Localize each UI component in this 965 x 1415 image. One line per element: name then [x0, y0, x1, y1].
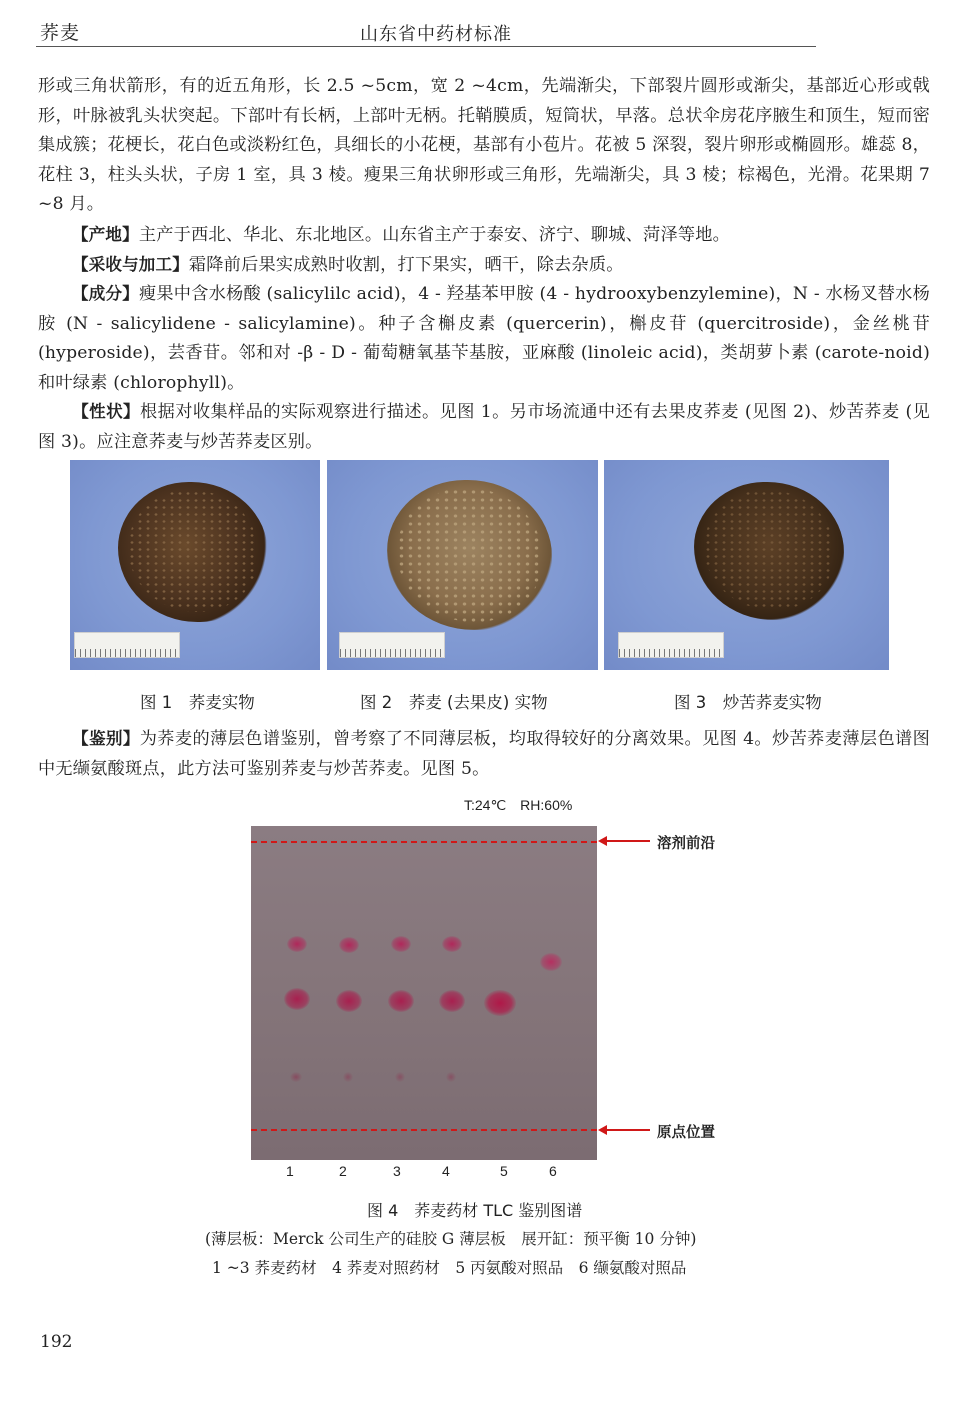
figure-3-caption: 图 3 炒苦荞麦实物 — [674, 693, 822, 712]
tlc-spot — [336, 990, 362, 1012]
paragraph-morphology — [38, 72, 930, 220]
tlc-spot-alanine — [484, 990, 516, 1016]
tlc-spot — [439, 990, 465, 1012]
scale-ruler — [74, 632, 180, 658]
paragraph-text: 形或三角状箭形，有的近五角形，长 2.5 ~5cm，宽 2 ~4cm，先端渐尖，下部裂片圆形或渐尖，基部近心形或戟形，叶脉被乳头状突起。下部叶有长柄，上部叶无柄。托鞘膜质，短筒状，早落。总状伞房花序腋生和顶生，短而密集成簇；花梗长，花白色或淡粉红色，具细长的小花梗，基部有小苞片。花被 5 深裂，裂片卵形或椭圆形。雄蕊 8，花柱 3，柱头头状，子房 1 室，具 3 棱。瘦果三角状卵形或三角形，先端渐尖，具 3 棱；棕褐色，光滑。花果期 7 ~8 月。 — [38, 76, 930, 215]
tlc-spot — [395, 1072, 405, 1082]
lane-number: 2 — [339, 1163, 347, 1179]
solvent-front-line — [251, 841, 597, 843]
origin-arrow — [606, 1129, 650, 1131]
tlc-spot — [442, 936, 462, 952]
paragraph-constituents — [38, 279, 930, 398]
tlc-spot — [339, 937, 359, 953]
tlc-conditions: T:24℃ RH:60% — [464, 797, 573, 813]
paragraph-identification — [38, 724, 930, 784]
arrowhead — [598, 836, 607, 846]
figure-4-note-lanes: 1 ~3 荞麦药材 4 荞麦对照药材 5 丙氨酸对照品 6 缬氨酸对照品 — [212, 1259, 687, 1277]
section-heading-constituents: 【成分】 — [72, 284, 139, 303]
lane-number: 6 — [549, 1163, 557, 1179]
section-heading-identification: 【鉴别】 — [72, 729, 140, 748]
paragraph-text: 为荞麦的薄层色谱鉴别，曾考察了不同薄层板，均取得较好的分离效果。见图 4。炒苦荞麦薄层色谱图中无缬氨酸斑点，此方法可鉴别荞麦与炒苦荞麦。见图 5。 — [38, 729, 930, 779]
paragraph-origin — [38, 220, 930, 251]
tlc-spot — [287, 936, 307, 952]
section-heading-harvest: 【采收与加工】 — [72, 255, 189, 274]
scale-ruler — [618, 632, 724, 658]
paragraph-harvest — [38, 250, 930, 281]
lane-number: 3 — [393, 1163, 401, 1179]
tlc-spot-valine — [540, 953, 562, 971]
running-header-book: 山东省中药材标准 — [360, 24, 512, 45]
section-heading-origin: 【产地】 — [72, 225, 139, 244]
paragraph-text: 主产于西北、华北、东北地区。山东省主产于泰安、济宁、聊城、菏泽等地。 — [138, 225, 730, 245]
arrowhead — [598, 1125, 607, 1135]
paragraph-text: 瘦果中含水杨酸 (salicylilc acid)，4 - 羟基苯甲胺 (4 - hydrooxybenzylemine)，N - 水杨叉替水杨胺 (N - salicylidene - salicylamine)。种子含槲皮素 (quercerin)，槲皮苷 (quercitroside)，金丝桃苷 (hyperoside)，芸香苷。邻和对 -β - D - 葡萄糖氧基苄基胺，亚麻酸 (linoleic acid)，类胡萝卜素 (carote-noid) 和叶绿素 (chlorophyll)。 — [38, 284, 930, 393]
figure-4-note-plate: (薄层板：Merck 公司生产的硅胶 G 薄层板 展开缸：预平衡 10 分钟) — [205, 1230, 697, 1248]
solvent-front-arrow — [606, 840, 650, 842]
figure-4-caption: 图 4 荞麦药材 TLC 鉴别图谱 — [367, 1201, 583, 1220]
tlc-spot — [388, 990, 414, 1012]
section-heading-characters: 【性状】 — [72, 402, 140, 421]
paragraph-text: 根据对收集样品的实际观察进行描述。见图 1。另市场流通中还有去果皮荞麦 (见图 2)、炒苦荞麦 (见图 3)。应注意荞麦与炒苦荞麦区别。 — [38, 402, 930, 452]
tlc-spot — [284, 988, 310, 1010]
lane-number: 1 — [286, 1163, 294, 1179]
page-number: 192 — [40, 1332, 73, 1352]
photo-roasted-tartary-buckwheat — [604, 460, 889, 670]
tlc-plate — [251, 826, 597, 1160]
lane-number: 5 — [500, 1163, 508, 1179]
figure-1-caption: 图 1 荞麦实物 — [140, 693, 255, 712]
tlc-spot — [343, 1072, 353, 1082]
origin-line — [251, 1129, 597, 1131]
running-header-title: 荞麦 — [40, 22, 81, 44]
scale-ruler — [339, 632, 445, 658]
tlc-spot — [290, 1072, 302, 1082]
photo-dehulled-buckwheat — [327, 460, 598, 670]
tlc-spot — [391, 936, 411, 952]
paragraph-text: 霜降前后果实成熟时收割，打下果实，晒干，除去杂质。 — [188, 255, 624, 275]
photo-buckwheat — [70, 460, 320, 670]
solvent-front-label: 溶剂前沿 — [657, 836, 715, 852]
tlc-spot — [446, 1072, 456, 1082]
figure-2-caption: 图 2 荞麦 (去果皮) 实物 — [360, 693, 548, 712]
paragraph-characters — [38, 397, 930, 457]
header-rule — [36, 46, 816, 47]
origin-label: 原点位置 — [657, 1125, 715, 1141]
lane-number: 4 — [442, 1163, 450, 1179]
